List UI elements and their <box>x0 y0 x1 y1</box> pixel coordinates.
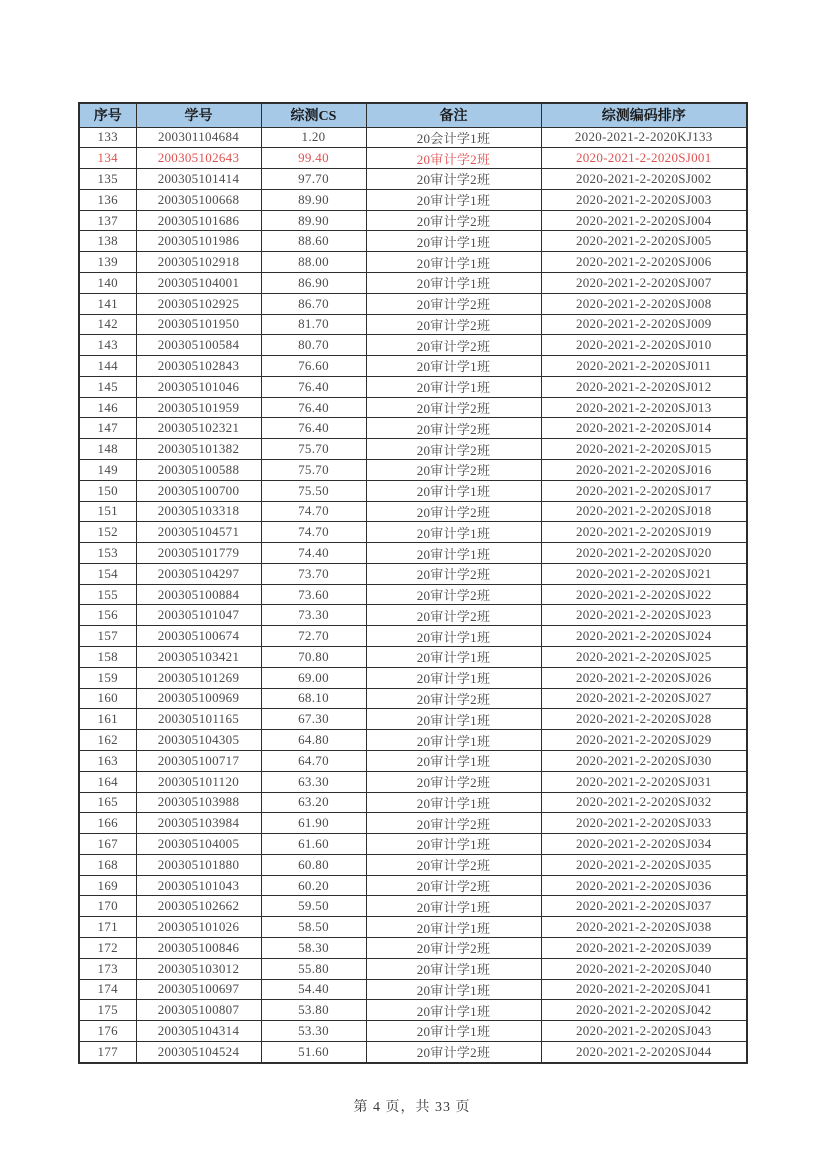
cell-seq: 137 <box>79 210 136 231</box>
cell-sort-code: 2020-2021-2-2020SJ003 <box>541 189 747 210</box>
cell-seq: 164 <box>79 771 136 792</box>
cell-score: 97.70 <box>261 169 366 190</box>
cell-student-id: 200305100717 <box>136 750 261 771</box>
table-row <box>79 418 747 439</box>
score-table <box>78 102 748 1064</box>
header-sort-code: 综测编码排序 <box>541 103 747 127</box>
cell-student-id: 200305103421 <box>136 647 261 668</box>
cell-score: 67.30 <box>261 709 366 730</box>
cell-sort-code: 2020-2021-2-2020SJ019 <box>541 522 747 543</box>
cell-remark: 20审计学1班 <box>366 730 541 751</box>
table-row <box>79 584 747 605</box>
cell-student-id: 200305104005 <box>136 834 261 855</box>
cell-seq: 134 <box>79 148 136 169</box>
cell-sort-code: 2020-2021-2-2020SJ037 <box>541 896 747 917</box>
cell-remark: 20审计学1班 <box>366 647 541 668</box>
cell-score: 89.90 <box>261 189 366 210</box>
cell-seq: 162 <box>79 730 136 751</box>
cell-remark: 20审计学1班 <box>366 480 541 501</box>
cell-student-id: 200305104297 <box>136 563 261 584</box>
cell-remark: 20审计学1班 <box>366 189 541 210</box>
cell-score: 76.40 <box>261 418 366 439</box>
cell-remark: 20审计学1班 <box>366 979 541 1000</box>
cell-student-id: 200305101686 <box>136 210 261 231</box>
table-row <box>79 937 747 958</box>
cell-score: 54.40 <box>261 979 366 1000</box>
cell-score: 73.30 <box>261 605 366 626</box>
cell-sort-code: 2020-2021-2-2020SJ020 <box>541 543 747 564</box>
cell-score: 75.50 <box>261 480 366 501</box>
cell-sort-code: 2020-2021-2-2020SJ025 <box>541 647 747 668</box>
header-student-id: 学号 <box>136 103 261 127</box>
cell-remark: 20审计学1班 <box>366 792 541 813</box>
cell-score: 89.90 <box>261 210 366 231</box>
cell-seq: 136 <box>79 189 136 210</box>
cell-student-id: 200305100884 <box>136 584 261 605</box>
table-row <box>79 875 747 896</box>
cell-score: 75.70 <box>261 439 366 460</box>
cell-remark: 20审计学2班 <box>366 501 541 522</box>
cell-remark: 20审计学2班 <box>366 771 541 792</box>
table-row <box>79 958 747 979</box>
cell-score: 88.60 <box>261 231 366 252</box>
cell-seq: 177 <box>79 1041 136 1063</box>
cell-score: 76.40 <box>261 397 366 418</box>
cell-seq: 140 <box>79 272 136 293</box>
cell-remark: 20审计学2班 <box>366 584 541 605</box>
cell-score: 80.70 <box>261 335 366 356</box>
cell-seq: 159 <box>79 667 136 688</box>
table-row <box>79 252 747 273</box>
cell-sort-code: 2020-2021-2-2020SJ018 <box>541 501 747 522</box>
cell-score: 53.30 <box>261 1021 366 1042</box>
cell-student-id: 200305102918 <box>136 252 261 273</box>
cell-score: 59.50 <box>261 896 366 917</box>
header-score: 综测CS <box>261 103 366 127</box>
cell-score: 61.90 <box>261 813 366 834</box>
cell-remark: 20审计学2班 <box>366 169 541 190</box>
cell-student-id: 200305103984 <box>136 813 261 834</box>
cell-seq: 158 <box>79 647 136 668</box>
cell-student-id: 200305102321 <box>136 418 261 439</box>
cell-sort-code: 2020-2021-2-2020SJ030 <box>541 750 747 771</box>
cell-student-id: 200305100584 <box>136 335 261 356</box>
table-row <box>79 148 747 169</box>
table-row <box>79 480 747 501</box>
cell-score: 88.00 <box>261 252 366 273</box>
cell-student-id: 200305101120 <box>136 771 261 792</box>
cell-score: 86.70 <box>261 293 366 314</box>
cell-sort-code: 2020-2021-2-2020SJ027 <box>541 688 747 709</box>
cell-sort-code: 2020-2021-2-2020SJ032 <box>541 792 747 813</box>
cell-sort-code: 2020-2021-2-2020SJ036 <box>541 875 747 896</box>
table-row <box>79 1021 747 1042</box>
cell-student-id: 200305104524 <box>136 1041 261 1063</box>
cell-seq: 157 <box>79 626 136 647</box>
cell-remark: 20审计学1班 <box>366 231 541 252</box>
cell-sort-code: 2020-2021-2-2020SJ010 <box>541 335 747 356</box>
cell-sort-code: 2020-2021-2-2020SJ038 <box>541 917 747 938</box>
cell-sort-code: 2020-2021-2-2020SJ022 <box>541 584 747 605</box>
cell-remark: 20审计学2班 <box>366 148 541 169</box>
cell-sort-code: 2020-2021-2-2020SJ043 <box>541 1021 747 1042</box>
cell-remark: 20审计学1班 <box>366 543 541 564</box>
cell-student-id: 200305100668 <box>136 189 261 210</box>
cell-score: 63.30 <box>261 771 366 792</box>
cell-remark: 20审计学1班 <box>366 750 541 771</box>
table-row <box>79 792 747 813</box>
cell-sort-code: 2020-2021-2-2020SJ006 <box>541 252 747 273</box>
cell-score: 74.40 <box>261 543 366 564</box>
cell-score: 72.70 <box>261 626 366 647</box>
cell-score: 70.80 <box>261 647 366 668</box>
cell-student-id: 200305101950 <box>136 314 261 335</box>
cell-student-id: 200305101269 <box>136 667 261 688</box>
cell-seq: 139 <box>79 252 136 273</box>
table-row <box>79 917 747 938</box>
cell-remark: 20会计学1班 <box>366 127 541 148</box>
header-seq: 序号 <box>79 103 136 127</box>
table-body <box>79 127 747 1063</box>
table-row <box>79 854 747 875</box>
cell-student-id: 200305104001 <box>136 272 261 293</box>
cell-score: 58.50 <box>261 917 366 938</box>
cell-seq: 176 <box>79 1021 136 1042</box>
table-row <box>79 605 747 626</box>
cell-sort-code: 2020-2021-2-2020SJ040 <box>541 958 747 979</box>
cell-student-id: 200305100969 <box>136 688 261 709</box>
cell-score: 75.70 <box>261 460 366 481</box>
table-row <box>79 460 747 481</box>
cell-sort-code: 2020-2021-2-2020KJ133 <box>541 127 747 148</box>
cell-remark: 20审计学2班 <box>366 688 541 709</box>
cell-remark: 20审计学2班 <box>366 563 541 584</box>
cell-student-id: 200305100846 <box>136 937 261 958</box>
cell-sort-code: 2020-2021-2-2020SJ007 <box>541 272 747 293</box>
cell-student-id: 200305101986 <box>136 231 261 252</box>
cell-student-id: 200305100700 <box>136 480 261 501</box>
cell-student-id: 200305101165 <box>136 709 261 730</box>
table-row <box>79 896 747 917</box>
cell-remark: 20审计学2班 <box>366 335 541 356</box>
table-row <box>79 335 747 356</box>
table-header <box>79 103 747 127</box>
cell-score: 76.40 <box>261 376 366 397</box>
table-row <box>79 272 747 293</box>
cell-seq: 174 <box>79 979 136 1000</box>
cell-seq: 138 <box>79 231 136 252</box>
cell-seq: 145 <box>79 376 136 397</box>
table-row <box>79 1041 747 1063</box>
cell-sort-code: 2020-2021-2-2020SJ002 <box>541 169 747 190</box>
cell-sort-code: 2020-2021-2-2020SJ029 <box>541 730 747 751</box>
table-row <box>79 522 747 543</box>
cell-remark: 20审计学1班 <box>366 272 541 293</box>
table-row <box>79 730 747 751</box>
cell-sort-code: 2020-2021-2-2020SJ014 <box>541 418 747 439</box>
cell-score: 73.60 <box>261 584 366 605</box>
table-row <box>79 169 747 190</box>
cell-sort-code: 2020-2021-2-2020SJ005 <box>541 231 747 252</box>
table-row <box>79 210 747 231</box>
cell-student-id: 200305102662 <box>136 896 261 917</box>
table-row <box>79 563 747 584</box>
cell-score: 74.70 <box>261 501 366 522</box>
cell-remark: 20审计学1班 <box>366 958 541 979</box>
cell-score: 60.20 <box>261 875 366 896</box>
table-row <box>79 356 747 377</box>
cell-score: 64.70 <box>261 750 366 771</box>
cell-remark: 20审计学2班 <box>366 1041 541 1063</box>
cell-score: 99.40 <box>261 148 366 169</box>
table-row <box>79 688 747 709</box>
cell-remark: 20审计学2班 <box>366 854 541 875</box>
cell-seq: 151 <box>79 501 136 522</box>
cell-remark: 20审计学1班 <box>366 356 541 377</box>
cell-sort-code: 2020-2021-2-2020SJ033 <box>541 813 747 834</box>
cell-seq: 165 <box>79 792 136 813</box>
cell-score: 68.10 <box>261 688 366 709</box>
cell-score: 86.90 <box>261 272 366 293</box>
cell-seq: 175 <box>79 1000 136 1021</box>
cell-seq: 154 <box>79 563 136 584</box>
cell-remark: 20审计学2班 <box>366 314 541 335</box>
table-row <box>79 750 747 771</box>
table-row <box>79 376 747 397</box>
cell-seq: 171 <box>79 917 136 938</box>
cell-student-id: 200305104571 <box>136 522 261 543</box>
cell-sort-code: 2020-2021-2-2020SJ021 <box>541 563 747 584</box>
cell-sort-code: 2020-2021-2-2020SJ039 <box>541 937 747 958</box>
cell-remark: 20审计学1班 <box>366 1021 541 1042</box>
cell-sort-code: 2020-2021-2-2020SJ009 <box>541 314 747 335</box>
table-row <box>79 397 747 418</box>
cell-remark: 20审计学2班 <box>366 875 541 896</box>
cell-student-id: 200305101414 <box>136 169 261 190</box>
cell-student-id: 200305100588 <box>136 460 261 481</box>
cell-student-id: 200305101026 <box>136 917 261 938</box>
cell-score: 60.80 <box>261 854 366 875</box>
cell-student-id: 200305103318 <box>136 501 261 522</box>
table-row <box>79 314 747 335</box>
cell-student-id: 200305100674 <box>136 626 261 647</box>
cell-seq: 166 <box>79 813 136 834</box>
cell-seq: 152 <box>79 522 136 543</box>
cell-sort-code: 2020-2021-2-2020SJ035 <box>541 854 747 875</box>
cell-sort-code: 2020-2021-2-2020SJ041 <box>541 979 747 1000</box>
cell-student-id: 200305102643 <box>136 148 261 169</box>
cell-score: 55.80 <box>261 958 366 979</box>
cell-remark: 20审计学1班 <box>366 522 541 543</box>
header-remark: 备注 <box>366 103 541 127</box>
cell-sort-code: 2020-2021-2-2020SJ042 <box>541 1000 747 1021</box>
cell-student-id: 200305101047 <box>136 605 261 626</box>
cell-sort-code: 2020-2021-2-2020SJ013 <box>541 397 747 418</box>
cell-student-id: 200305104314 <box>136 1021 261 1042</box>
cell-seq: 149 <box>79 460 136 481</box>
cell-student-id: 200305101880 <box>136 854 261 875</box>
cell-remark: 20审计学1班 <box>366 834 541 855</box>
cell-remark: 20审计学1班 <box>366 917 541 938</box>
cell-sort-code: 2020-2021-2-2020SJ016 <box>541 460 747 481</box>
cell-seq: 148 <box>79 439 136 460</box>
cell-seq: 173 <box>79 958 136 979</box>
cell-student-id: 200305101382 <box>136 439 261 460</box>
cell-student-id: 200305104305 <box>136 730 261 751</box>
cell-remark: 20审计学2班 <box>366 813 541 834</box>
cell-student-id: 200305101046 <box>136 376 261 397</box>
table-row <box>79 709 747 730</box>
cell-remark: 20审计学2班 <box>366 605 541 626</box>
cell-score: 1.20 <box>261 127 366 148</box>
cell-score: 76.60 <box>261 356 366 377</box>
cell-sort-code: 2020-2021-2-2020SJ011 <box>541 356 747 377</box>
table-row <box>79 189 747 210</box>
cell-sort-code: 2020-2021-2-2020SJ023 <box>541 605 747 626</box>
table-row <box>79 293 747 314</box>
table-row <box>79 543 747 564</box>
cell-seq: 150 <box>79 480 136 501</box>
cell-remark: 20审计学1班 <box>366 896 541 917</box>
header-row <box>79 103 747 127</box>
cell-score: 58.30 <box>261 937 366 958</box>
cell-score: 64.80 <box>261 730 366 751</box>
cell-seq: 169 <box>79 875 136 896</box>
cell-sort-code: 2020-2021-2-2020SJ001 <box>541 148 747 169</box>
cell-seq: 163 <box>79 750 136 771</box>
table-row <box>79 231 747 252</box>
cell-sort-code: 2020-2021-2-2020SJ024 <box>541 626 747 647</box>
cell-seq: 141 <box>79 293 136 314</box>
cell-remark: 20审计学1班 <box>366 667 541 688</box>
page-footer: 第 4 页，共 33 页 <box>353 1100 471 1115</box>
cell-seq: 172 <box>79 937 136 958</box>
cell-sort-code: 2020-2021-2-2020SJ044 <box>541 1041 747 1063</box>
cell-remark: 20审计学1班 <box>366 709 541 730</box>
table-row <box>79 626 747 647</box>
cell-seq: 135 <box>79 169 136 190</box>
cell-sort-code: 2020-2021-2-2020SJ017 <box>541 480 747 501</box>
cell-student-id: 200305101959 <box>136 397 261 418</box>
cell-sort-code: 2020-2021-2-2020SJ008 <box>541 293 747 314</box>
cell-seq: 147 <box>79 418 136 439</box>
cell-score: 63.20 <box>261 792 366 813</box>
cell-seq: 143 <box>79 335 136 356</box>
cell-remark: 20审计学2班 <box>366 397 541 418</box>
cell-seq: 153 <box>79 543 136 564</box>
table-row <box>79 127 747 148</box>
cell-seq: 146 <box>79 397 136 418</box>
cell-remark: 20审计学1班 <box>366 376 541 397</box>
cell-student-id: 200305101779 <box>136 543 261 564</box>
table-row <box>79 647 747 668</box>
cell-seq: 142 <box>79 314 136 335</box>
cell-seq: 133 <box>79 127 136 148</box>
cell-sort-code: 2020-2021-2-2020SJ012 <box>541 376 747 397</box>
cell-sort-code: 2020-2021-2-2020SJ026 <box>541 667 747 688</box>
cell-remark: 20审计学1班 <box>366 1000 541 1021</box>
cell-remark: 20审计学2班 <box>366 293 541 314</box>
cell-student-id: 200305103988 <box>136 792 261 813</box>
cell-remark: 20审计学2班 <box>366 210 541 231</box>
cell-remark: 20审计学2班 <box>366 418 541 439</box>
cell-remark: 20审计学2班 <box>366 937 541 958</box>
cell-student-id: 200301104684 <box>136 127 261 148</box>
table-row <box>79 667 747 688</box>
cell-sort-code: 2020-2021-2-2020SJ015 <box>541 439 747 460</box>
cell-remark: 20审计学1班 <box>366 626 541 647</box>
cell-remark: 20审计学2班 <box>366 439 541 460</box>
cell-score: 61.60 <box>261 834 366 855</box>
cell-student-id: 200305100697 <box>136 979 261 1000</box>
cell-seq: 144 <box>79 356 136 377</box>
cell-student-id: 200305102843 <box>136 356 261 377</box>
table-row <box>79 501 747 522</box>
cell-score: 81.70 <box>261 314 366 335</box>
cell-seq: 155 <box>79 584 136 605</box>
cell-student-id: 200305101043 <box>136 875 261 896</box>
cell-seq: 167 <box>79 834 136 855</box>
table-row <box>79 813 747 834</box>
cell-remark: 20审计学2班 <box>366 460 541 481</box>
cell-seq: 156 <box>79 605 136 626</box>
cell-score: 51.60 <box>261 1041 366 1063</box>
cell-student-id: 200305103012 <box>136 958 261 979</box>
cell-score: 73.70 <box>261 563 366 584</box>
cell-remark: 20审计学1班 <box>366 252 541 273</box>
table-row <box>79 834 747 855</box>
cell-score: 53.80 <box>261 1000 366 1021</box>
cell-student-id: 200305102925 <box>136 293 261 314</box>
cell-sort-code: 2020-2021-2-2020SJ034 <box>541 834 747 855</box>
cell-seq: 161 <box>79 709 136 730</box>
table-row <box>79 1000 747 1021</box>
cell-score: 69.00 <box>261 667 366 688</box>
cell-sort-code: 2020-2021-2-2020SJ004 <box>541 210 747 231</box>
table-row <box>79 979 747 1000</box>
table-row <box>79 439 747 460</box>
cell-student-id: 200305100807 <box>136 1000 261 1021</box>
cell-score: 74.70 <box>261 522 366 543</box>
cell-seq: 168 <box>79 854 136 875</box>
cell-sort-code: 2020-2021-2-2020SJ028 <box>541 709 747 730</box>
cell-sort-code: 2020-2021-2-2020SJ031 <box>541 771 747 792</box>
cell-seq: 170 <box>79 896 136 917</box>
table-row <box>79 771 747 792</box>
cell-seq: 160 <box>79 688 136 709</box>
